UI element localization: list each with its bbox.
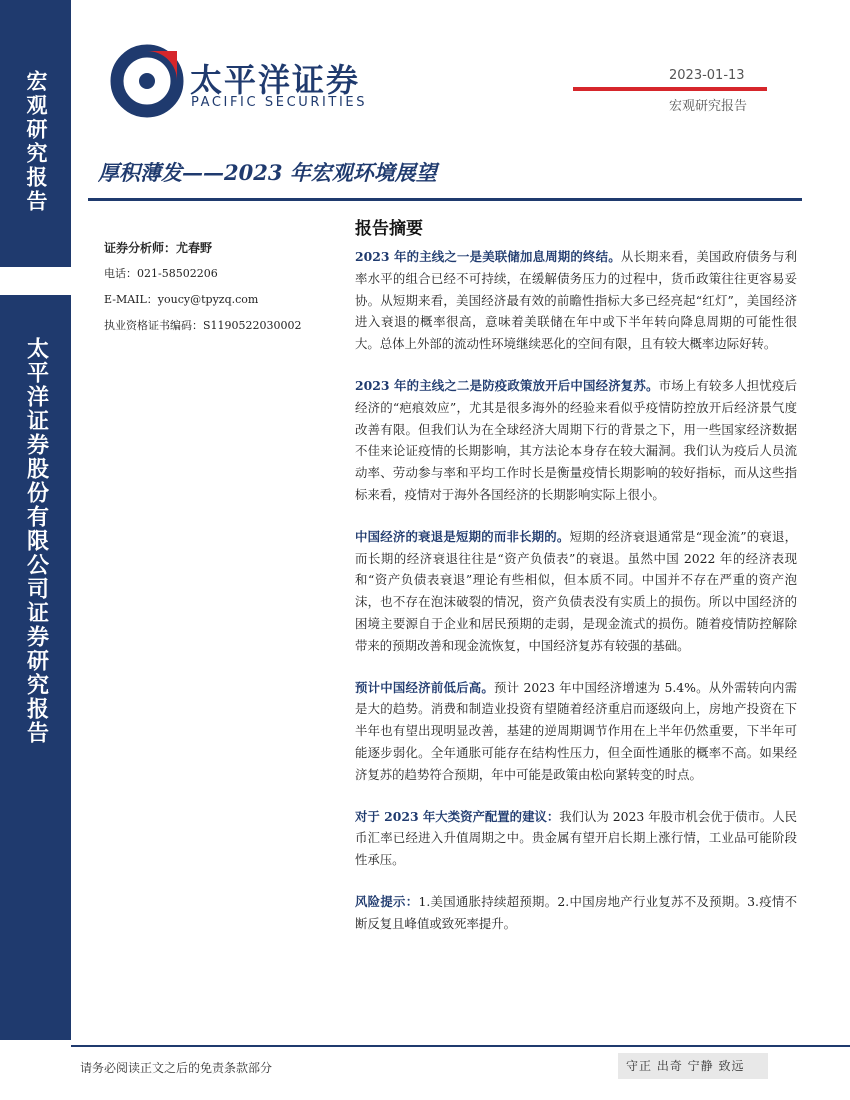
analyst-info <box>104 240 302 344</box>
report-type: 宏观研究报告 <box>669 99 748 114</box>
analyst-email: E-MAIL：youcy@tpyzq.com <box>104 293 259 306</box>
analyst-phone: 电话：021-58502206 <box>104 267 218 280</box>
analyst-license: 执业资格证书编码：S1190522030002 <box>104 319 302 332</box>
summary-paragraph <box>355 375 797 506</box>
title-divider <box>88 198 802 201</box>
summary-heading: 报告摘要 <box>355 219 423 239</box>
summary-body <box>355 246 797 955</box>
report-date: 2023-01-13 <box>669 68 745 83</box>
page-title: 厚积薄发——2023 年宏观环境展望 <box>98 160 437 185</box>
logo-emblem-icon <box>92 19 192 139</box>
footer-motto: 守正 出奇 宁静 致远 <box>618 1053 768 1079</box>
paragraph-lead: 2023 年的主线之一是美联储加息周期的终结。 <box>355 249 621 264</box>
paragraph-body: 短期的经济衰退通常是“现金流”的衰退，而长期的经济衰退往往是“资产负债表”的衰退。虽然中国 2022 年的经济表现和“资产负债表衰退”理论有些相似，但本质不同。中国并不存在严重的资产泡沫，也不存在泡沫破裂的情况，资产负债表没有实质上的损伤。所以中国经济的困境主要源自于企业和居民预期的走弱，是现金流式的损伤。随着疫情防控解除带来的预期改善和现金流恢复，中国经济复苏有较强的基础。 <box>355 528 798 653</box>
logo-name-en: PACIFIC SECURITIES <box>191 95 368 110</box>
paragraph-lead: 中国经济的衰退是短期的而非长期的。 <box>355 528 570 544</box>
paragraph-lead: 2023 年的主线之二是防疫政策放开后中国经济复苏。 <box>355 377 659 393</box>
analyst-name: 证券分析师：尤春野 <box>104 241 213 255</box>
paragraph-lead: 预计中国经济前低后高。 <box>355 679 494 695</box>
sidebar-report-category: 宏观研究报告 <box>24 70 48 214</box>
sidebar-company-label: 太平洋证券股份有限公司证券研究报告 <box>23 337 49 745</box>
paragraph-body: 我们认为 2023 年股市机会优于债市。人民币汇率已经进入升值周期之中。贵金属有望开启长期上涨行情，工业品可能阶段性承压。 <box>355 808 797 868</box>
summary-paragraph <box>355 677 797 786</box>
logo-name-cn: 太平洋证券 <box>190 61 361 99</box>
header-red-divider <box>573 87 767 91</box>
summary-paragraph <box>355 806 797 871</box>
sidebar-bottom-band <box>0 295 71 1040</box>
summary-paragraph <box>355 246 797 355</box>
footer-divider <box>71 1045 850 1047</box>
paragraph-lead: 风险提示： <box>355 893 419 909</box>
paragraph-body: 市场上有较多人担忧疫后经济的“疤痕效应”，尤其是很多海外的经验来看似乎疫情防控放开后经济景气度改善有限。但我们认为在全球经济大周期下行的背景之下，用一些国家经济数据不佳来论证疫情的长期影响，其方法论本身存在较大漏洞。我们认为疫后人员流动率、劳动参与率和平均工作时长是衡量疫情长期影响的较好指标，而从这些指标来看，疫情对于海外各国经济的长期影响实际上很小。 <box>355 377 797 502</box>
footer-disclaimer: 请务必阅读正文之后的免责条款部分 <box>80 1061 273 1075</box>
summary-paragraph <box>355 891 797 935</box>
summary-paragraph <box>355 526 797 657</box>
company-logo <box>92 19 382 139</box>
paragraph-body: 1.美国通胀持续超预期。2.中国房地产行业复苏不及预期。3.疫情不断反复且峰值或致死率提升。 <box>355 893 798 931</box>
paragraph-body: 预计 2023 年中国经济增速为 5.4%。从外需转向内需是大的趋势。消费和制造业投资有望随着经济重启而逐级向上，房地产投资在下半年也有望出现明显改善，基建的逆周期调节作用在上半年仍然重要，下半年可能逐步弱化。全年通胀可能存在结构性压力，但全面性通胀的概率不高。如果经济复苏的趋势符合预期，年中可能是政策由松向紧转变的时点。 <box>355 679 798 782</box>
paragraph-body: 从长期来看，美国政府债务与利率水平的组合已经不可持续，在缓解债务压力的过程中，货币政策往往更容易妥协。从短期来看，美国经济最有效的前瞻性指标大多已经亮起“红灯”，美国经济进入衰退的概率很高，意味着美联储在年中或下半年转向降息周期的可能性很大。总体上外部的流动性环境继续恶化的空间有限，且有较大概率边际好转。 <box>355 249 797 352</box>
paragraph-lead: 对于 2023 年大类资产配置的建议： <box>355 808 560 824</box>
sidebar-top-band <box>0 0 71 267</box>
